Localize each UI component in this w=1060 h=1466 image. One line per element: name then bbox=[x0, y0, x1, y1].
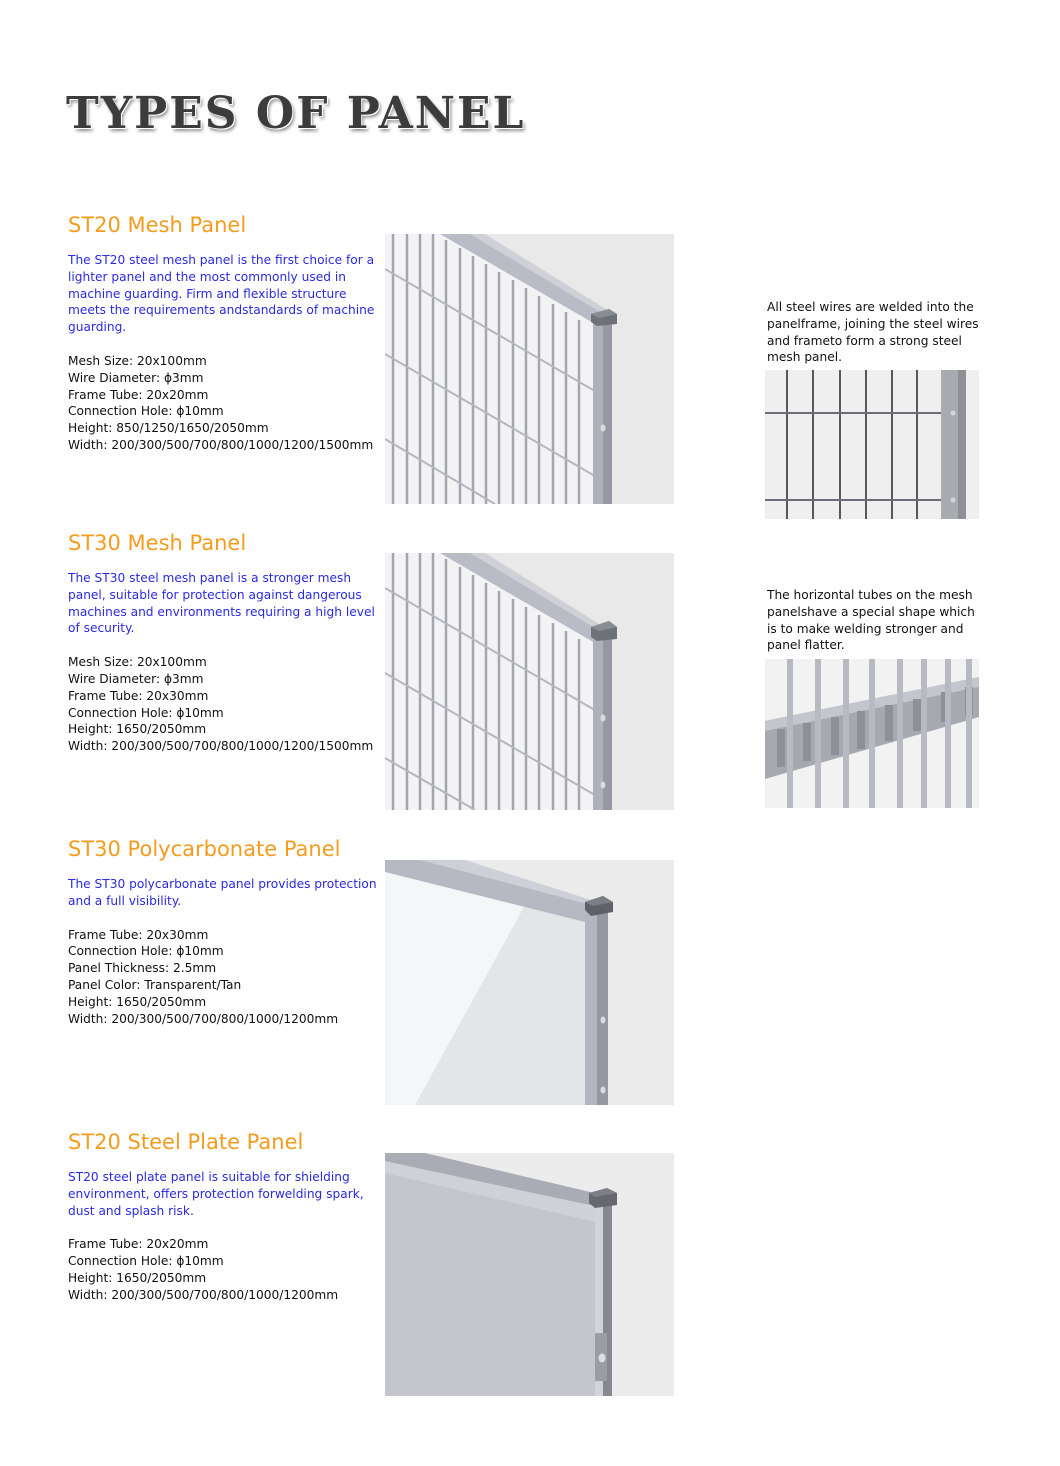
spec-connection-hole: Connection Hole: ϕ10mm bbox=[68, 705, 224, 720]
st20-steel-plate-panel-image bbox=[385, 1153, 674, 1396]
section-description: The ST20 steel mesh panel is the first choice for a lighter panel and the most commonly used in machine guarding. Firm and flexible structure meets the requirements andstandards of machine guarding. bbox=[68, 253, 375, 335]
spec-list bbox=[68, 927, 388, 1028]
spec-height: Height: 1650/2050mm bbox=[68, 722, 207, 737]
spec-connection-hole: Connection Hole: ϕ10mm bbox=[68, 944, 224, 959]
detail-text: The horizontal tubes on the mesh panelshave a special shape which is to make welding stronger and panel flatter. bbox=[767, 588, 975, 653]
section-title: ST30 Mesh Panel bbox=[68, 531, 247, 555]
section-title: ST30 Polycarbonate Panel bbox=[68, 837, 341, 861]
spec-wire-diameter: Wire Diameter: ϕ3mm bbox=[68, 671, 204, 686]
detail-horizontal-tubes bbox=[767, 587, 982, 654]
section-st30-polycarbonate bbox=[68, 836, 388, 1027]
spec-frame-tube: Frame Tube: 20x30mm bbox=[68, 688, 209, 703]
spec-frame-tube: Frame Tube: 20x30mm bbox=[68, 927, 209, 942]
spec-mesh-size: Mesh Size: 20x100mm bbox=[68, 655, 207, 670]
spec-list bbox=[68, 353, 388, 454]
st30-polycarbonate-panel-image bbox=[385, 860, 674, 1105]
spec-list bbox=[68, 1236, 388, 1303]
spec-panel-color: Panel Color: Transparent/Tan bbox=[68, 977, 242, 992]
spec-list bbox=[68, 654, 388, 755]
spec-width: Width: 200/300/500/700/800/1000/1200mm bbox=[68, 1287, 339, 1302]
spec-frame-tube: Frame Tube: 20x20mm bbox=[68, 387, 209, 402]
section-st20-mesh bbox=[68, 212, 388, 454]
spec-panel-thickness: Panel Thickness: 2.5mm bbox=[68, 961, 217, 976]
section-description: The ST30 polycarbonate panel provides protection and a full visibility. bbox=[68, 877, 377, 908]
section-description: ST20 steel plate panel is suitable for shielding environment, offers protection forwelding spark, dust and splash risk. bbox=[68, 1170, 364, 1218]
st20-mesh-panel-image bbox=[385, 234, 674, 504]
spec-wire-diameter: Wire Diameter: ϕ3mm bbox=[68, 370, 204, 385]
spec-width: Width: 200/300/500/700/800/1000/1200/1500mm bbox=[68, 437, 374, 452]
spec-frame-tube: Frame Tube: 20x20mm bbox=[68, 1237, 209, 1252]
section-title: ST20 Mesh Panel bbox=[68, 213, 247, 237]
section-st30-mesh bbox=[68, 530, 388, 755]
spec-width: Width: 200/300/500/700/800/1000/1200mm bbox=[68, 1011, 339, 1026]
section-title: ST20 Steel Plate Panel bbox=[68, 1130, 304, 1154]
spec-connection-hole: Connection Hole: ϕ10mm bbox=[68, 1254, 224, 1269]
horizontal-tube-closeup-image bbox=[765, 659, 979, 808]
section-description: The ST30 steel mesh panel is a stronger mesh panel, suitable for protection against dangerous machines and environments requiring a high level of security. bbox=[68, 571, 375, 636]
section-st20-steel-plate bbox=[68, 1129, 388, 1304]
detail-welded-wires bbox=[767, 299, 982, 366]
spec-connection-hole: Connection Hole: ϕ10mm bbox=[68, 404, 224, 419]
spec-width: Width: 200/300/500/700/800/1000/1200/1500mm bbox=[68, 739, 374, 754]
spec-height: Height: 850/1250/1650/2050mm bbox=[68, 421, 269, 436]
detail-text: All steel wires are welded into the panelframe, joining the steel wires and frameto form a strong steel mesh panel. bbox=[767, 300, 979, 365]
spec-height: Height: 1650/2050mm bbox=[68, 994, 207, 1009]
page-title: TYPES OF PANEL bbox=[66, 88, 526, 139]
welded-wires-closeup-image bbox=[765, 370, 979, 519]
spec-height: Height: 1650/2050mm bbox=[68, 1270, 207, 1285]
spec-mesh-size: Mesh Size: 20x100mm bbox=[68, 353, 207, 368]
st30-mesh-panel-image bbox=[385, 553, 674, 810]
